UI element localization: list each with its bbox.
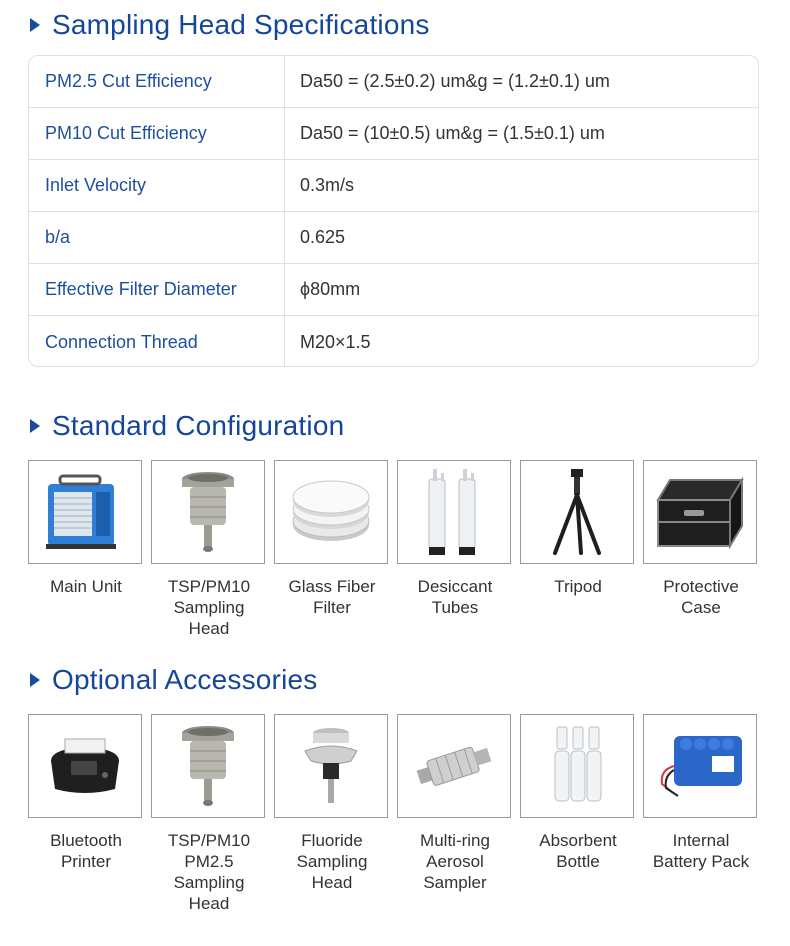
spec-label: Effective Filter Diameter xyxy=(29,264,285,315)
table-row xyxy=(29,108,758,160)
list-item xyxy=(397,714,513,893)
table-row xyxy=(29,264,758,316)
table-row xyxy=(29,316,758,367)
battery-pack-icon xyxy=(652,726,748,806)
product-image xyxy=(397,460,511,564)
product-image xyxy=(520,460,634,564)
sampling-head-icon xyxy=(178,467,238,557)
spec-value: 0.3m/s xyxy=(300,175,355,195)
specs-table xyxy=(28,55,759,367)
list-item xyxy=(643,460,759,618)
spec-label: PM2.5 Cut Efficiency xyxy=(29,56,285,107)
spec-value: Da50 = (10±0.5) um&g = (1.5±0.1) um xyxy=(300,123,605,143)
product-image xyxy=(643,460,757,564)
product-image xyxy=(274,460,388,564)
specs-heading: Sampling Head Specifications xyxy=(52,9,430,40)
item-label: TSP/PM10 PM2.5 Sampling Head xyxy=(167,831,251,913)
list-item xyxy=(520,714,636,872)
spec-value: Da50 = (2.5±0.2) um&g = (1.2±0.1) um xyxy=(300,71,610,91)
item-label: Internal Battery Pack xyxy=(652,831,750,871)
item-label: Tripod xyxy=(554,577,602,596)
list-item xyxy=(151,714,267,914)
product-image xyxy=(28,460,142,564)
list-item xyxy=(274,460,390,618)
list-item xyxy=(643,714,759,872)
item-label: Desiccant Tubes xyxy=(417,577,493,617)
spec-label: b/a xyxy=(29,212,285,263)
item-label: Protective Case xyxy=(663,577,739,617)
bluetooth-printer-icon xyxy=(45,731,125,801)
standard-section-title xyxy=(30,409,344,443)
product-image xyxy=(151,714,265,818)
product-image xyxy=(643,714,757,818)
list-item xyxy=(397,460,513,618)
list-item xyxy=(274,714,390,893)
glass-fiber-filter-icon xyxy=(286,477,376,547)
optional-section-title xyxy=(30,663,317,697)
product-image xyxy=(274,714,388,818)
item-label: Glass Fiber Filter xyxy=(288,577,376,617)
product-image xyxy=(28,714,142,818)
spec-label: PM10 Cut Efficiency xyxy=(29,108,285,159)
aerosol-sampler-icon xyxy=(409,731,499,801)
absorbent-bottle-icon xyxy=(547,721,607,811)
list-item xyxy=(520,460,636,597)
list-item xyxy=(151,460,267,639)
sampling-head-icon xyxy=(178,721,238,811)
spec-value: M20×1.5 xyxy=(300,331,371,352)
specs-section-title xyxy=(30,8,430,42)
tripod-icon xyxy=(547,465,607,559)
table-row xyxy=(29,56,758,108)
item-label: Absorbent Bottle xyxy=(539,831,617,871)
list-item xyxy=(28,714,144,872)
desiccant-tubes-icon xyxy=(419,465,489,559)
product-image xyxy=(397,714,511,818)
spec-label: Inlet Velocity xyxy=(29,160,285,211)
triangle-bullet-icon xyxy=(30,419,40,433)
triangle-bullet-icon xyxy=(30,673,40,687)
item-label: Main Unit xyxy=(50,577,122,596)
item-label: TSP/PM10 Sampling Head xyxy=(167,577,251,638)
product-image xyxy=(520,714,634,818)
spec-value: ϕ80mm xyxy=(300,279,361,299)
item-label: Multi-ring Aerosol Sampler xyxy=(420,831,490,892)
spec-value: 0.625 xyxy=(300,227,346,247)
protective-case-icon xyxy=(650,470,750,554)
item-label: Fluoride Sampling Head xyxy=(296,831,368,892)
table-row xyxy=(29,160,758,212)
standard-heading: Standard Configuration xyxy=(52,410,345,441)
optional-heading: Optional Accessories xyxy=(52,664,318,695)
table-row xyxy=(29,212,758,264)
item-label: Bluetooth Printer xyxy=(50,831,122,871)
spec-label: Connection Thread xyxy=(29,316,285,367)
triangle-bullet-icon xyxy=(30,18,40,32)
main-unit-icon xyxy=(40,470,130,554)
list-item xyxy=(28,460,144,597)
product-image xyxy=(151,460,265,564)
fluoride-sampling-head-icon xyxy=(301,721,361,811)
